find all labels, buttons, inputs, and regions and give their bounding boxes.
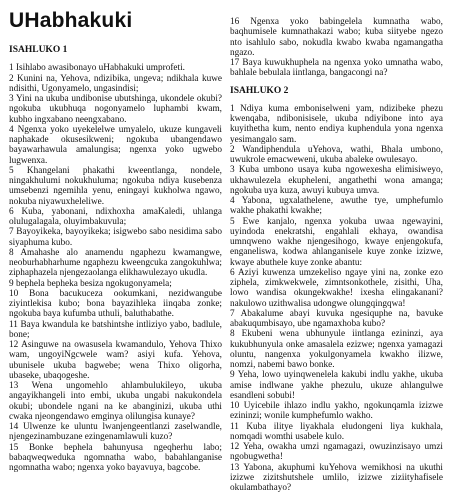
verse-paragraph: 11 Baya kwandula ke batshintshe intliziyo yabo, badlule, bone; (9, 320, 222, 341)
verse-paragraph: 7 Bayoyikeka, bayoyikeka; isigwebo sabo nesidima sabo siyaphuma kubo. (9, 227, 222, 248)
right-column (230, 17, 443, 451)
verse-paragraph: 6 Aziyi kuwenza umzekeliso ngaye yini na, zonke ezo ziphela, zimkwekwele, zimntsonkothele, zisithi, Uha, lowo wandisa okungekwakhe! ixesha elingakanani? nakulowo uzithwalisa udongwe olungqingqwa! (230, 268, 443, 309)
verse-paragraph: 8 Amahashe alo anamendu ngaphezu kwamangwe, neoburhabharhume ngaphezu kweengcuka zangokuhlwa; ziphaphazela njengezaolanga elikhawulezayo ukudla. (9, 248, 222, 279)
verse-paragraph: 13 Wena ungomehlo ahlambulukileyo, ukuba angayikhangeli into embi, ukuba ungabi nakukondela okubi; ubondele ngani na ke abanginizi, ukuba uthi cwaka njeongendawo emginya olilungisa kunaye? (9, 381, 222, 422)
verse-paragraph: 5 Ewe kanjalo, ngenxa yokuba uwaa ngewayini, uyindoda enekratshi, engahlali ekhaya, owandisa umnqweno wakhe njengesihogo, kwaye enjengokufa, enganeliswa, kodwa ahlanganisele kuye zonke izizwe, kwaye abuthele kuye zonke abantu: (230, 217, 443, 268)
verse-paragraph: 9 bephela bepheka besiza ngokugonyamela; (9, 279, 222, 289)
verse-paragraph: 3 Yini na ukuba undibonise ubutshinga, ukondele okubi? ngokuba ukubhuqa nogonyamelo luphambi kwam, kubho ingxabano neengxabano. (9, 94, 222, 125)
verse-paragraph: 6 Kuba, yabonani, ndixhoxha amaKaledi, uhlanga olulugalagala, oluyimbakuvula; (9, 207, 222, 228)
verse-paragraph: 14 Ulwenze ke uluntu lwanjengeentlanzi zaselwandle, njengezinambuzane ezingenamlawuli kuzo? (9, 422, 222, 443)
verse-paragraph: 16 Ngenxa yoko babingelela kumnatha wabo, baqhumisele kumnathakazi wabo; kuba siityebe ngezo nto isahlulo sabo, nokudla kwabo kwaba ngamangatha ngazo. (230, 17, 443, 58)
chapter-heading-2: ISAHLUKO 2 (230, 86, 443, 96)
verse-paragraph: 10 Bona bacukuceza ookumkani, nezidwangube ziyintlekisa kubo; bona bayazihleka iinqaba zonke; ngokuba baya kufumba uthuli, baluthabathe. (9, 289, 222, 320)
verse-paragraph: 7 Abakalume abayi kuvuka ngesiquphe na, bavuke abakuqumbisayo, ube ngamaxhoba kubo? (230, 309, 443, 330)
verse-paragraph: 4 Yabona, ugxalathelene, awuthe tye, umphefumlo wakhe phakathi kwakhe; (230, 196, 443, 217)
verse-paragraph: 8 Ekubeni wena ubhunyule iintlanga ezininzi, aya kukubhunyula onke amasalela ezizwe; ngenxa yamagazi oluntu, nangenxa yokulgonyamela kwakho ilizwe, nomzi, nabemi bawo bonke. (230, 329, 443, 370)
verse-paragraph: 4 Ngenxa yoko uyekelelwe umyalelo, ukuze kungaveli naphakade okusesikweni; ngokuba ubangendawo bayawarhawula amalungisa; ngenxa yoko ugwebo lugwenxa. (9, 125, 222, 166)
verse-paragraph: 10 Uyicebile ihlazo indlu yakho, ngokunqamla izizwe ezininzi; wonile kumphefumlo wakho. (230, 401, 443, 422)
right-verse-list (230, 104, 443, 493)
verse-paragraph: 17 Baya kuwukhuphela na ngenxa yoko umnatha wabo, bahlale bebulala iintlanga, bangacongi na? (230, 58, 443, 79)
verse-paragraph: 5 Khangelani phakathi kweentlanga, nondele, ningakhulumi nokukhuluma; ngokuba ndiya kusebenza umsebenzi ngemihla yenu, eningayi kukholwa ngawo, nokuba niyawuxheleliwe. (9, 166, 222, 207)
book-title: UHabhakuki (9, 8, 132, 34)
verse-paragraph: 12 Yeha, owakha umzi ngamagazi, owuzinzisayo umzi ngobugwetha! (230, 442, 443, 463)
verse-paragraph: 1 Isihlabo awasibonayo uHabhakuki umprofeti. (9, 63, 222, 73)
chapter-heading-1: ISAHLUKO 1 (9, 45, 222, 55)
verse-paragraph: 13 Yabona, akuphumi kuYehova wemikhosi na ukuthi izizwe zizitshutshele umlilo, izizwe ziziityhafisele okulambathayo? (230, 463, 443, 493)
verse-paragraph: 2 Wandiphendula uYehova, wathi, Bhala umbono, uwukrole emacweweni, ukuba abaleke owulesayo. (230, 145, 443, 166)
verse-paragraph: 2 Kunini na, Yehova, ndizibika, ungeva; ndikhala kuwe ndisithi, Ugonyamelo, ungasindisi; (9, 74, 222, 95)
left-verse-list (9, 63, 222, 473)
verse-paragraph: 3 Kuba umbono usaya kuba ngowexesha elimisiweyo, ukhawulezela ekupheleni, angathethi wona amanga; ngokuba uya kuza, awuyi kubuya umva. (230, 165, 443, 196)
verse-paragraph: 12 Asinguwe na owasusela kwamandulo, Yehova Thixo wam, ungoyiNgcwele wam? asiyi kufa. Yehova, ubunisele ukuba bagwebe; wena Thixo oligorha, ubaseke, ubaqogeshe. (9, 340, 222, 381)
left-column (9, 45, 222, 449)
verse-paragraph: 9 Yeha, lowo uyinqwenelela kakubi indlu yakhe, ukuba amise indlwane yakhe phezulu, ukuze ahlangulwe esandleni sobubi! (230, 370, 443, 401)
right-intro-verse-list (230, 17, 443, 79)
verse-paragraph: 11 Kuba ilitye liyakhala eludongeni liya kukhala, nomqadi womthi usabele kulo. (230, 422, 443, 443)
verse-paragraph: 1 Ndiya kuma emboniselweni yam, ndizibeke phezu kwenqaba, ndibonisisele, ukuba ndiyibone into aya kuyithetha kum, nento endiya kuphendula yona ngenxa yesimangalo sam. (230, 104, 443, 145)
verse-paragraph: 15 Bonke bephela bahunyusa ngeqherhu labo; babaqweqweduka ngomnatha wabo, babahlanganise ngomnatha wabo; ngenxa yoko bayavuya, bagcobe. (9, 443, 222, 474)
